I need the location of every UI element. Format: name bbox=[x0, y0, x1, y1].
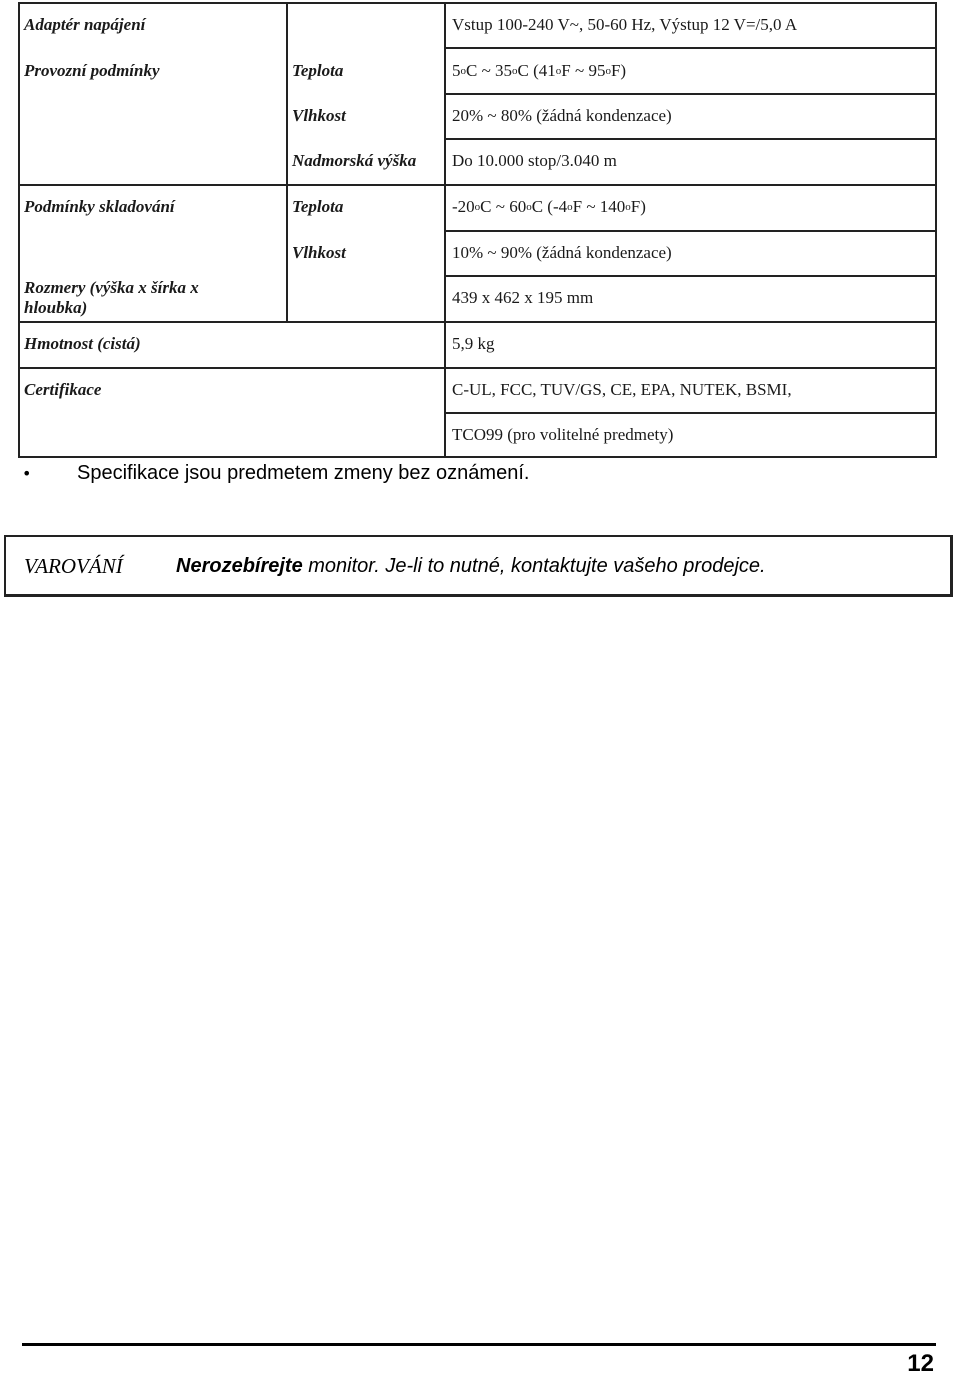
certification-value-line1: C-UL, FCC, TUV/GS, CE, EPA, NUTEK, BSMI, bbox=[452, 379, 792, 399]
warning-box bbox=[4, 535, 953, 597]
footer-divider bbox=[22, 1343, 936, 1346]
warning-label: VAROVÁNÍ bbox=[24, 554, 123, 578]
adapter-value: Vstup 100-240 V~, 50-60 Hz, Výstup 12 V=/5,0 A bbox=[452, 15, 798, 34]
storage-humidity-value: 10% ~ 90% (žádná kondenzace) bbox=[452, 242, 672, 262]
spec-row-storage-humidity bbox=[18, 230, 937, 275]
page-number: 12 bbox=[907, 1350, 934, 1377]
certification-label: Certifikace bbox=[24, 379, 102, 399]
operating-altitude-value: Do 10.000 stop/3.040 m bbox=[452, 151, 617, 170]
storage-temperature-label: Teplota bbox=[292, 197, 344, 216]
spec-row-operating-temperature bbox=[18, 48, 937, 93]
spec-row-certification-cont bbox=[18, 412, 937, 457]
storage-humidity-label: Vlhkost bbox=[292, 242, 346, 262]
note-text: Specifikace jsou predmetem zmeny bez oznámení. bbox=[77, 462, 530, 484]
bullet-icon: • bbox=[22, 464, 32, 483]
dimensions-value: 439 x 462 x 195 mm bbox=[452, 288, 594, 307]
weight-value: 5,9 kg bbox=[452, 334, 495, 353]
spec-row-storage-temperature bbox=[18, 184, 937, 230]
certification-value-line2: TCO99 (pro volitelné predmety) bbox=[452, 424, 674, 444]
adapter-label: Adaptér napájení bbox=[24, 15, 146, 34]
operating-conditions-label: Provozní podmínky bbox=[24, 60, 160, 80]
storage-conditions-label: Podmínky skladování bbox=[24, 197, 175, 216]
storage-temperature-value: -20 o C ~ 60 o C (-4 o F ~ 140 o F) bbox=[452, 197, 646, 216]
spec-row-operating-humidity bbox=[18, 93, 937, 138]
warning-body-text: monitor. Je-li to nutné, kontaktujte vašeho prodejce. bbox=[302, 555, 766, 577]
spec-row-dimensions bbox=[18, 275, 937, 321]
warning-text bbox=[176, 555, 766, 578]
warning-bold-text: Nerozebírejte bbox=[176, 555, 303, 577]
spec-row-adapter bbox=[18, 2, 937, 48]
spec-row-weight bbox=[18, 321, 937, 367]
spec-row-certification bbox=[18, 367, 937, 412]
specifications-table bbox=[18, 2, 937, 460]
operating-temperature-label: Teplota bbox=[292, 60, 344, 80]
operating-altitude-label: Nadmorská výška bbox=[292, 151, 417, 170]
operating-humidity-label: Vlhkost bbox=[292, 105, 346, 125]
spec-row-operating-altitude bbox=[18, 138, 937, 184]
specification-note bbox=[22, 462, 529, 485]
dimensions-label: Rozmery (výška x šírka x hloubka) bbox=[24, 278, 199, 317]
operating-humidity-value: 20% ~ 80% (žádná kondenzace) bbox=[452, 105, 672, 125]
weight-label: Hmotnost (cistá) bbox=[24, 334, 141, 353]
operating-temperature-value: 5 o C ~ 35 o C (41 o F ~ 95 o F) bbox=[452, 60, 627, 80]
